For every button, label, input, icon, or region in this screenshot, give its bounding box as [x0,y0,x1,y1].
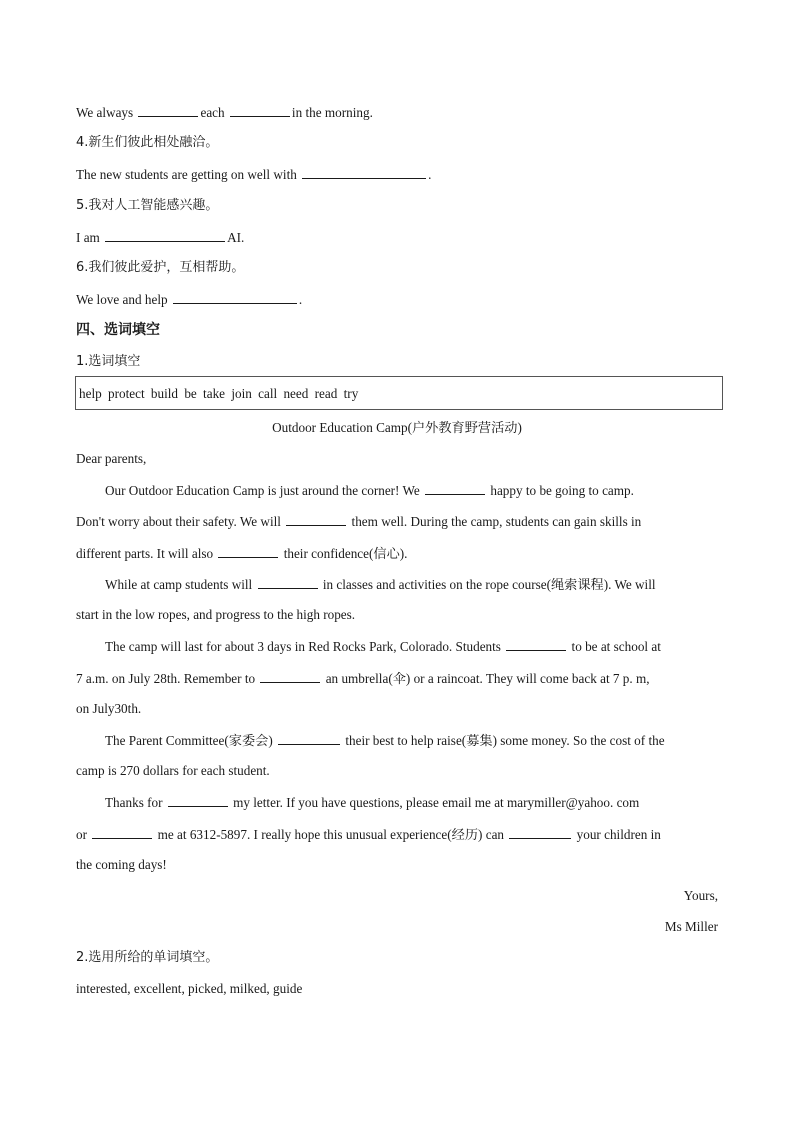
letter-line: The camp will last for about 3 days in Red Rocks Park, Colorado. Students to be at school at [105,639,661,654]
answer-blank[interactable] [278,731,340,745]
answer-blank[interactable] [138,103,198,117]
q1-label: 1.选词填空 [76,354,141,369]
answer-blank[interactable] [286,512,346,526]
answer-blank[interactable] [105,228,225,242]
letter-line: While at camp students will in classes and activities on the rope course(绳索课程). We will [105,577,656,592]
answer-blank[interactable] [218,544,278,558]
q4-chinese: 4.新生们彼此相处融洽。 [76,135,219,150]
letter-line: The Parent Committee(家委会) their best to help raise(募集) some money. So the cost of the [105,733,665,748]
q2-label: 2.选用所给的单词填空。 [76,950,219,965]
salutation: Dear parents, [76,451,147,466]
word-bank: help protect build be take join call need read try [75,376,723,410]
section-heading: 四、选词填空 [76,322,160,338]
letter-line: different parts. It will also their confidence(信心). [76,546,408,561]
q6-chinese: 6.我们彼此爱护，互相帮助。 [76,260,245,275]
q2-word-list: interested, excellent, picked, milked, guide [76,981,303,996]
letter-line: or me at 6312-5897. I really hope this unusual experience(经历) can your children in [76,827,661,842]
answer-blank[interactable] [302,165,426,179]
q5-english: I am AI. [76,230,245,245]
letter-line: Thanks for my letter. If you have questions, please email me at marymiller@yahoo. com [105,795,640,810]
letter-title: Outdoor Education Camp(户外教育野营活动) [272,420,522,435]
answer-blank[interactable] [258,575,318,589]
answer-blank[interactable] [230,103,290,117]
answer-blank[interactable] [168,793,228,807]
q4-english: The new students are getting on well with . [76,167,432,182]
q5-chinese: 5.我对人工智能感兴趣。 [76,198,219,213]
answer-blank[interactable] [92,825,152,839]
letter-signature: Ms Miller [664,919,718,934]
letter-line: the coming days! [76,857,167,872]
letter-line: start in the low ropes, and progress to the high ropes. [76,607,356,622]
answer-blank[interactable] [506,637,566,651]
answer-blank[interactable] [260,669,320,683]
letter-line: 7 a.m. on July 28th. Remember to an umbrella(伞) or a raincoat. They will come back at 7 p. m, [76,671,650,686]
letter-line: on July30th. [76,701,142,716]
q3-sentence: We always each in the morning. [76,105,373,120]
letter-line: camp is 270 dollars for each student. [76,763,270,778]
letter-closing: Yours, [683,888,718,903]
letter-line: Our Outdoor Education Camp is just around the corner! We happy to be going to camp. [105,483,634,498]
letter-line: Don't worry about their safety. We will them well. During the camp, students can gain skills in [76,514,642,529]
answer-blank[interactable] [173,290,297,304]
q6-english: We love and help . [76,292,303,307]
answer-blank[interactable] [425,481,485,495]
answer-blank[interactable] [509,825,571,839]
